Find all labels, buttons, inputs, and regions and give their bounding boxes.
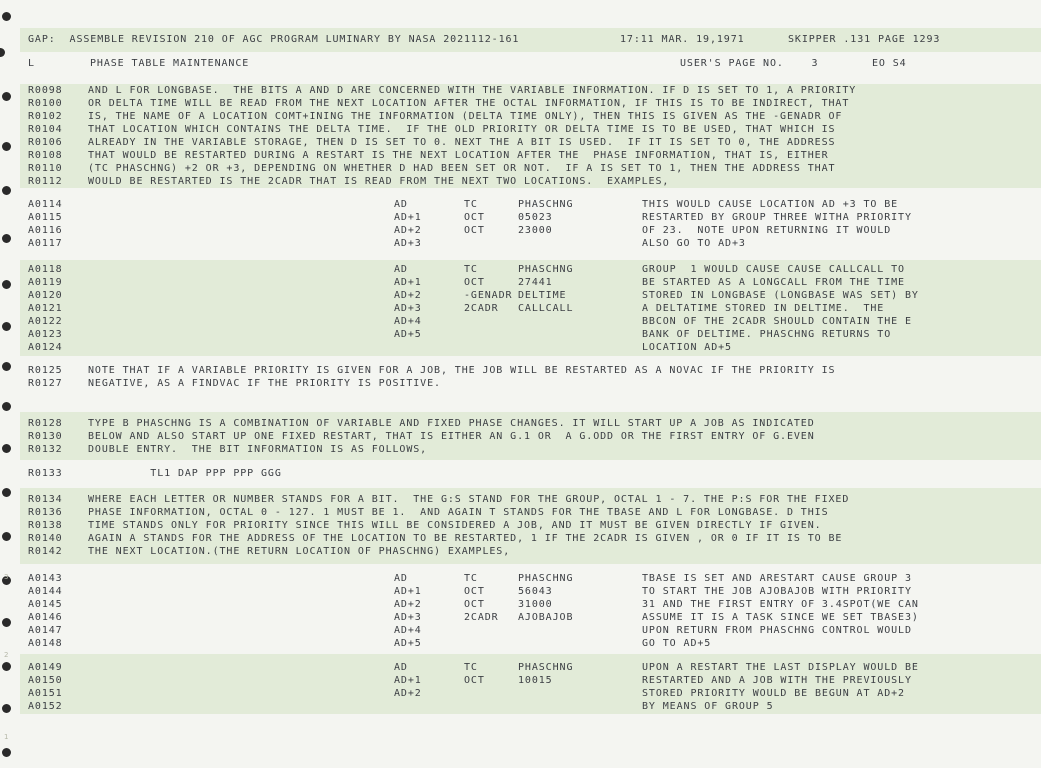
operand: 56043 [518,586,553,597]
remark-text: LOCATION AD+5 [642,342,732,353]
line-id: R0134 [28,494,63,505]
remark-text: ALSO GO TO AD+3 [642,238,746,249]
remark-text: TBASE IS SET AND ARESTART CAUSE GROUP 3 [642,573,912,584]
line-id: R0130 [28,431,63,442]
operand: AJOBAJOB [518,612,574,623]
line-id: R0138 [28,520,63,531]
location-label: AD+5 [394,329,422,340]
line-id: A0151 [28,688,63,699]
location-label: AD+1 [394,675,422,686]
remark-text: BBCON OF THE 2CADR SHOULD CONTAIN THE E [642,316,912,327]
opcode: -GENADR [464,290,513,301]
line-id: A0149 [28,662,63,673]
line-id: R0136 [28,507,63,518]
comment-text: TIME STANDS ONLY FOR PRIORITY SINCE THIS WILL BE CONSIDERED A JOB, AND IT MUST BE GIVEN DIRECTLY IF GIVEN. [88,520,822,531]
operand: CALLCALL [518,303,574,314]
location-label: AD+3 [394,612,422,623]
listing-title: GAP: ASSEMBLE REVISION 210 OF AGC PROGRAM LUMINARY BY NASA 2021112-161 [28,34,520,45]
eo-label: EO S4 [872,58,907,69]
line-id: A0120 [28,290,63,301]
location-label: AD+2 [394,688,422,699]
opcode: TC [464,264,478,275]
margin-mark: 2 [4,651,9,659]
comment-text: TYPE B PHASCHNG IS A COMBINATION OF VARIABLE AND FIXED PHASE CHANGES. IT WILL START UP A JOB AS INDICATED [88,418,815,429]
comment-text: OR DELTA TIME WILL BE READ FROM THE NEXT LOCATION AFTER THE OCTAL INFORMATION, IF THIS IS TO BE INDIRECT, THAT [88,98,850,109]
location-label: AD+4 [394,625,422,636]
line-id: A0114 [28,199,63,210]
line-id: R0128 [28,418,63,429]
line-id: R0133 [28,468,63,479]
operand: PHASCHNG [518,199,574,210]
location-label: AD+4 [394,316,422,327]
location-label: AD [394,264,408,275]
line-id: A0118 [28,264,63,275]
operand: 05023 [518,212,553,223]
remark-text: STORED IN LONGBASE (LONGBASE WAS SET) BY [642,290,919,301]
section-title: PHASE TABLE MAINTENANCE [90,58,250,69]
line-id: A0115 [28,212,63,223]
location-label: AD+5 [394,638,422,649]
line-id: R0098 [28,85,63,96]
comment-text: THAT WOULD BE RESTARTED DURING A RESTART IS THE NEXT LOCATION AFTER THE PHASE INFORMATION, THAT IS, EITHER [88,150,829,161]
line-id: R0110 [28,163,63,174]
line-id: R0125 [28,365,63,376]
remark-text: TO START THE JOB AJOBAJOB WITH PRIORITY [642,586,912,597]
remark-text: ASSUME IT IS A TASK SINCE WE SET TBASE3) [642,612,919,623]
opcode: OCT [464,277,485,288]
line-id: R0140 [28,533,63,544]
line-id: R0106 [28,137,63,148]
remark-text: RESTARTED BY GROUP THREE WITHA PRIORITY [642,212,912,223]
line-id: R0104 [28,124,63,135]
comment-text: NOTE THAT IF A VARIABLE PRIORITY IS GIVEN FOR A JOB, THE JOB WILL BE RESTARTED AS A NOVAC IF THE PRIORITY IS [88,365,836,376]
remark-text: UPON A RESTART THE LAST DISPLAY WOULD BE [642,662,919,673]
margin-mark: 1 [4,733,9,741]
page-number: PAGE 1293 [878,34,941,45]
location-label: AD+1 [394,277,422,288]
line-id: R0100 [28,98,63,109]
opcode: OCT [464,586,485,597]
operand: DELTIME [518,290,567,301]
opcode: 2CADR [464,303,499,314]
remark-text: BANK OF DELTIME. PHASCHNG RETURNS TO [642,329,892,340]
line-id: A0123 [28,329,63,340]
operand: 23000 [518,225,553,236]
line-id: A0119 [28,277,63,288]
location-label: AD [394,662,408,673]
location-label: AD+1 [394,212,422,223]
remark-text: BY MEANS OF GROUP 5 [642,701,774,712]
line-id: R0102 [28,111,63,122]
remark-text: OF 23. NOTE UPON RETURNING IT WOULD [642,225,892,236]
comment-text: IS, THE NAME OF A LOCATION COMT+INING THE INFORMATION (DELTA TIME ONLY), THEN THIS IS GIVEN AS THE -GENADR OF [88,111,843,122]
opcode: OCT [464,675,485,686]
remark-text: GROUP 1 WOULD CAUSE CAUSE CALLCALL TO [642,264,905,275]
line-id: A0145 [28,599,63,610]
opcode: OCT [464,225,485,236]
line-id: A0121 [28,303,63,314]
line-id: A0150 [28,675,63,686]
opcode: 2CADR [464,612,499,623]
line-id: A0116 [28,225,63,236]
opcode: TC [464,662,478,673]
comment-text: THE NEXT LOCATION.(THE RETURN LOCATION OF PHASCHNG) EXAMPLES, [88,546,511,557]
line-id: A0143 [28,573,63,584]
operand: 27441 [518,277,553,288]
location-label: AD+3 [394,303,422,314]
comment-text: THAT LOCATION WHICH CONTAINS THE DELTA TIME. IF THE OLD PRIORITY OR DELTA TIME IS TO BE USED, THAT WHICH IS [88,124,836,135]
remark-text: RESTARTED AND A JOB WITH THE PREVIOUSLY [642,675,912,686]
remark-text: STORED PRIORITY WOULD BE BEGUN AT AD+2 [642,688,905,699]
print-user: SKIPPER .131 [788,34,872,45]
remark-text: 31 AND THE FIRST ENTRY OF 3.4SPOT(WE CAN [642,599,919,610]
opcode: TC [464,199,478,210]
operand: PHASCHNG [518,662,574,673]
line-id: R0127 [28,378,63,389]
comment-text: TL1 DAP PPP PPP GGG [88,468,282,479]
line-id: A0147 [28,625,63,636]
location-label: AD+2 [394,290,422,301]
remark-text: BE STARTED AS A LONGCALL FROM THE TIME [642,277,905,288]
location-label: AD+2 [394,225,422,236]
operand: PHASCHNG [518,264,574,275]
remark-text: GO TO AD+5 [642,638,712,649]
opcode: OCT [464,212,485,223]
operand: 31000 [518,599,553,610]
remark-text: UPON RETURN FROM PHASCHNG CONTROL WOULD [642,625,912,636]
print-datetime: 17:11 MAR. 19,1971 [620,34,745,45]
line-id: A0117 [28,238,63,249]
comment-text: ALREADY IN THE VARIABLE STORAGE, THEN D IS SET TO 0. NEXT THE A BIT IS USED. IF IT IS SET TO 0, THE ADDRESS [88,137,836,148]
comment-text: WOULD BE RESTARTED IS THE 2CADR THAT IS READ FROM THE NEXT TWO LOCATIONS. EXAMPLES, [88,176,670,187]
line-id: A0122 [28,316,63,327]
line-id: A0124 [28,342,63,353]
opcode: OCT [464,599,485,610]
comment-text: PHASE INFORMATION, OCTAL 0 - 127. 1 MUST BE 1. AND AGAIN T STANDS FOR THE TBASE AND L FOR LONGBASE. D THIS [88,507,829,518]
opcode: TC [464,573,478,584]
location-label: AD [394,573,408,584]
line-id: A0144 [28,586,63,597]
comment-text: NEGATIVE, AS A FINDVAC IF THE PRIORITY IS POSITIVE. [88,378,441,389]
operand: 10015 [518,675,553,686]
line-id: A0152 [28,701,63,712]
location-label: AD+3 [394,238,422,249]
location-label: AD [394,199,408,210]
line-id: A0148 [28,638,63,649]
margin-mark: 3 [4,573,9,581]
remark-text: THIS WOULD CAUSE LOCATION AD +3 TO BE [642,199,899,210]
comment-text: (TC PHASCHNG) +2 OR +3, DEPENDING ON WHETHER D HAD BEEN SET OR NOT. IF A IS SET TO 1, THEN THE ADDRESS THAT [88,163,836,174]
remark-text: A DELTATIME STORED IN DELTIME. THE [642,303,885,314]
line-id: R0132 [28,444,63,455]
comment-text: WHERE EACH LETTER OR NUMBER STANDS FOR A BIT. THE G:S STAND FOR THE GROUP, OCTAL 1 - 7. THE P:S FOR THE FIXED [88,494,850,505]
line-id: R0142 [28,546,63,557]
line-type-code: L [28,58,35,69]
line-id: R0112 [28,176,63,187]
comment-text: AGAIN A STANDS FOR THE ADDRESS OF THE LOCATION TO BE RESTARTED, 1 IF THE 2CADR IS GIVEN , OR 0 IF IT IS TO BE [88,533,843,544]
line-id: A0146 [28,612,63,623]
comment-text: DOUBLE ENTRY. THE BIT INFORMATION IS AS FOLLOWS, [88,444,428,455]
operand: PHASCHNG [518,573,574,584]
users-page-label: USER'S PAGE NO. 3 [680,58,819,69]
location-label: AD+2 [394,599,422,610]
comment-text: AND L FOR LONGBASE. THE BITS A AND D ARE CONCERNED WITH THE VARIABLE INFORMATION. IF D IS SET TO 1, A PRIORITY [88,85,857,96]
location-label: AD+1 [394,586,422,597]
line-id: R0108 [28,150,63,161]
comment-text: BELOW AND ALSO START UP ONE FIXED RESTART, THAT IS EITHER AN G.1 OR A G.ODD OR THE FIRST ENTRY OF G.EVEN [88,431,815,442]
